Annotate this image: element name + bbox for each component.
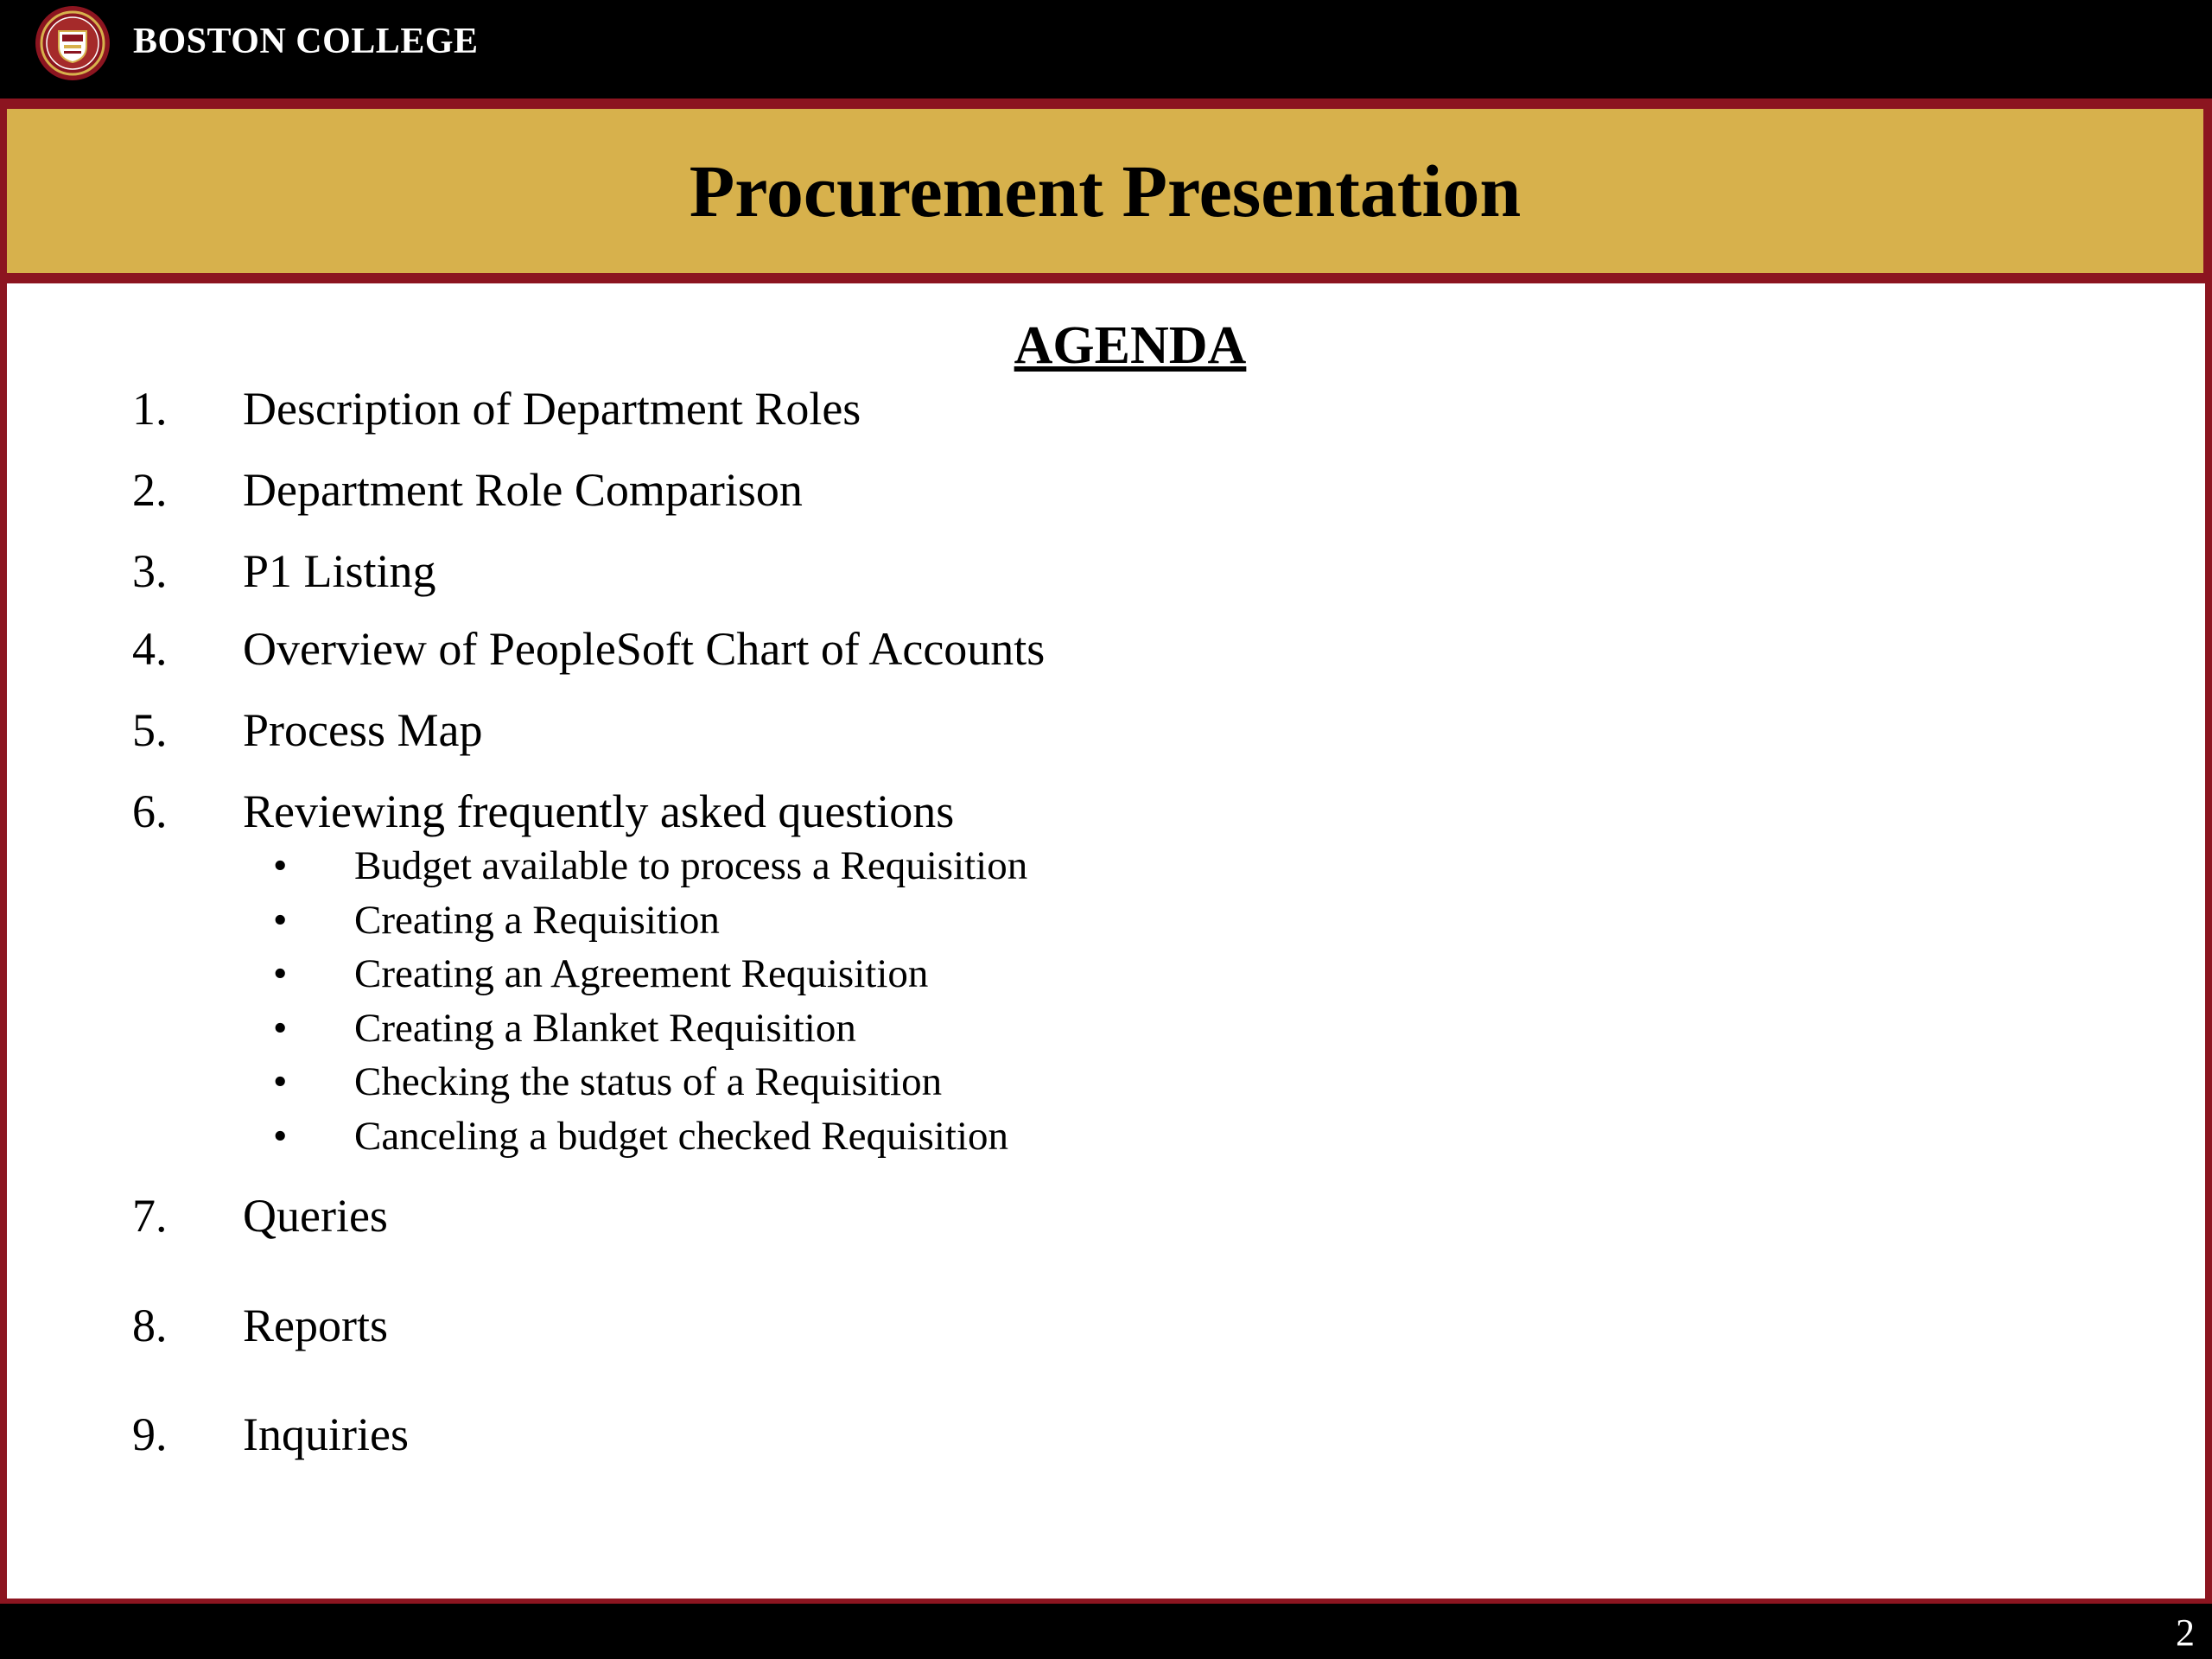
institution-name: BOSTON COLLEGE <box>133 22 479 61</box>
agenda-item-text: P1 Listing <box>243 545 436 597</box>
agenda-subitem-text: Creating an Agreement Requisition <box>354 951 929 996</box>
agenda-subitem-text: Budget available to process a Requisition <box>354 843 1028 888</box>
agenda-item-number: 8. <box>132 1300 168 1351</box>
agenda-item-text: Process Map <box>243 704 483 756</box>
slide-content <box>7 283 2205 1599</box>
header-bar <box>0 0 2212 99</box>
agenda-item-number: 3. <box>132 545 168 597</box>
agenda-item-text: Reviewing frequently asked questions <box>243 785 955 837</box>
agenda-item-number: 6. <box>132 785 168 837</box>
agenda-heading: AGENDA <box>1014 316 1247 375</box>
agenda-item-text: Inquiries <box>243 1408 409 1460</box>
bullet: • <box>273 843 288 888</box>
agenda-item-text: Department Role Comparison <box>243 464 803 516</box>
agenda-item-number: 9. <box>132 1408 168 1460</box>
agenda-subitem-text: Creating a Requisition <box>354 898 720 943</box>
agenda-item-text: Overview of PeopleSoft Chart of Accounts <box>243 623 1046 675</box>
agenda-item-number: 5. <box>132 704 168 756</box>
agenda-item-number: 2. <box>132 464 168 516</box>
slide-title: Procurement Presentation <box>689 149 1522 232</box>
bullet: • <box>273 1114 288 1159</box>
boston-college-seal-icon <box>35 5 111 81</box>
bullet: • <box>273 898 288 943</box>
agenda-item-text: Description of Department Roles <box>243 383 861 435</box>
agenda-item-text: Reports <box>243 1300 388 1351</box>
title-band <box>7 109 2203 273</box>
footer-bar <box>0 1604 2212 1659</box>
page-number: 2 <box>2176 1611 2195 1654</box>
bullet: • <box>273 1059 288 1104</box>
agenda-subitem-text: Creating a Blanket Requisition <box>354 1006 856 1051</box>
agenda-item-text: Queries <box>243 1190 388 1242</box>
agenda-item-number: 7. <box>132 1190 168 1242</box>
agenda-subitem-text: Checking the status of a Requisition <box>354 1059 943 1104</box>
agenda-subitem-text: Canceling a budget checked Requisition <box>354 1114 1009 1159</box>
agenda-item-number: 1. <box>132 383 168 435</box>
agenda-item-number: 4. <box>132 623 168 675</box>
bullet: • <box>273 951 288 996</box>
bullet: • <box>273 1006 288 1051</box>
slide-frame <box>0 99 2212 1604</box>
